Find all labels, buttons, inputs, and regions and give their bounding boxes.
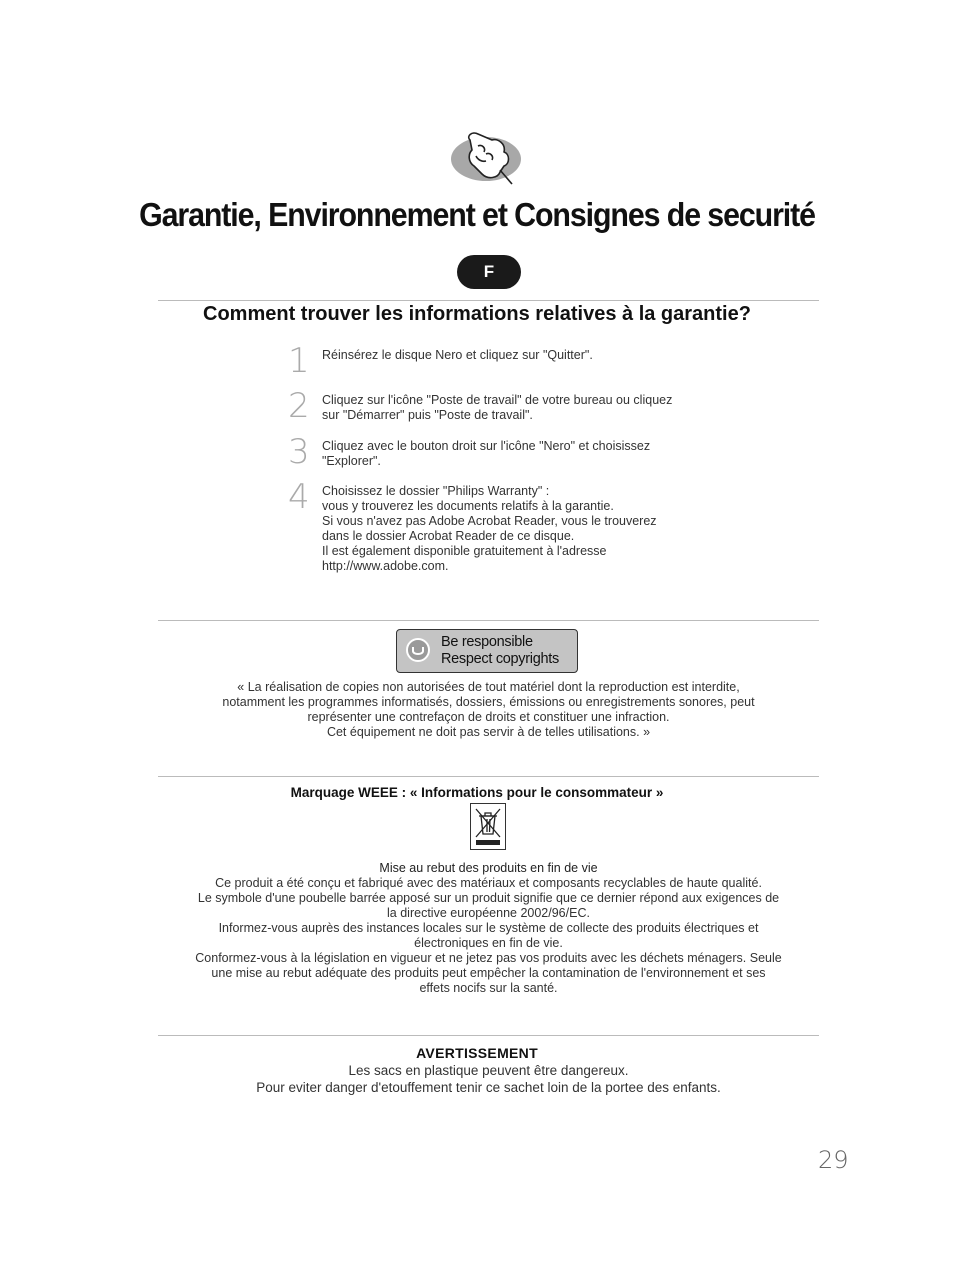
language-badge: F (457, 255, 521, 289)
divider (158, 1035, 819, 1036)
be-responsible-text (441, 634, 559, 668)
divider (158, 776, 819, 777)
weee-title: Marquage WEEE : « Informations pour le consommateur » (290, 785, 664, 800)
page-title: Garantie, Environnement et Consignes de securité (139, 196, 815, 233)
logo-line-1: Be responsible (441, 634, 533, 650)
step-number: 3 (288, 432, 310, 472)
warranty-step (288, 341, 728, 384)
divider (158, 300, 819, 301)
step-number: 2 (288, 386, 310, 426)
step-text: Choisissez le dossier "Philips Warranty" : vous y trouverez les documents relatifs à la garantie. Si vous n'avez pas Adobe Acrobat Reader, vous le trouverez dans le dossier Acrobat Reader de ce disque. Il est également disponible gratuitement à l'adresse http://www.adobe.com. (322, 484, 657, 573)
step-text: Réinsérez le disque Nero et cliquez sur "Quitter". (322, 348, 593, 362)
step-number: 1 (288, 341, 310, 381)
weee-subtitle: Mise au rebut des produits en fin de vie (379, 861, 598, 875)
warning-title: AVERTISSEMENT (416, 1045, 538, 1061)
logo-line-2: Respect copyrights (441, 651, 559, 667)
warranty-step (288, 477, 728, 576)
copyright-notice: « La réalisation de copies non autorisées de tout matériel dont la reproduction est interdite, notamment les programmes informatisés, dossiers, émissions ou enregistrements sonores, peut représenter une contrefaçon de droits et constituer une infraction. Cet équipement ne doit pas servir à de telles utilisations. » (222, 680, 755, 739)
step-text: Cliquez avec le bouton droit sur l'icône "Nero" et choisissez "Explorer". (322, 439, 651, 468)
page-number: 29 (818, 1146, 849, 1174)
divider (158, 620, 819, 621)
crossed-out-bin-icon (470, 803, 506, 850)
warranty-heading: Comment trouver les informations relatives à la garantie? (203, 303, 751, 325)
copyright-circle-icon (406, 638, 430, 662)
step-text: Cliquez sur l'icône "Poste de travail" de votre bureau ou cliquez sur "Démarrer" puis "Poste de travail". (322, 393, 673, 422)
step-number: 4 (288, 477, 310, 517)
warranty-step (288, 386, 728, 429)
be-responsible-logo (396, 629, 578, 673)
weee-text: Ce produit a été conçu et fabriqué avec des matériaux et composants recyclables de haute qualité. Le symbole d'une poubelle barrée apposé sur un produit signifie que ce dernier répond aux exigences de la directive européenne 2002/96/EC. Informez-vous auprès des instances locales sur le système de collecte des produits électriques et électroniques en fin de vie. Conformez-vous à la législation en vigueur et ne jetez pas vos produits avec les déchets ménagers. Seule une mise au rebut adéquate des produits peut empêcher la contamination de l'environnement et ses effets nocifs sur la santé. (195, 876, 782, 995)
pointing-hand-icon (448, 128, 524, 186)
warranty-step (288, 432, 728, 475)
warning-text: Les sacs en plastique peuvent être dangereux. Pour eviter danger d'etouffement tenir ce sachet loin de la portee des enfants. (256, 1063, 721, 1095)
